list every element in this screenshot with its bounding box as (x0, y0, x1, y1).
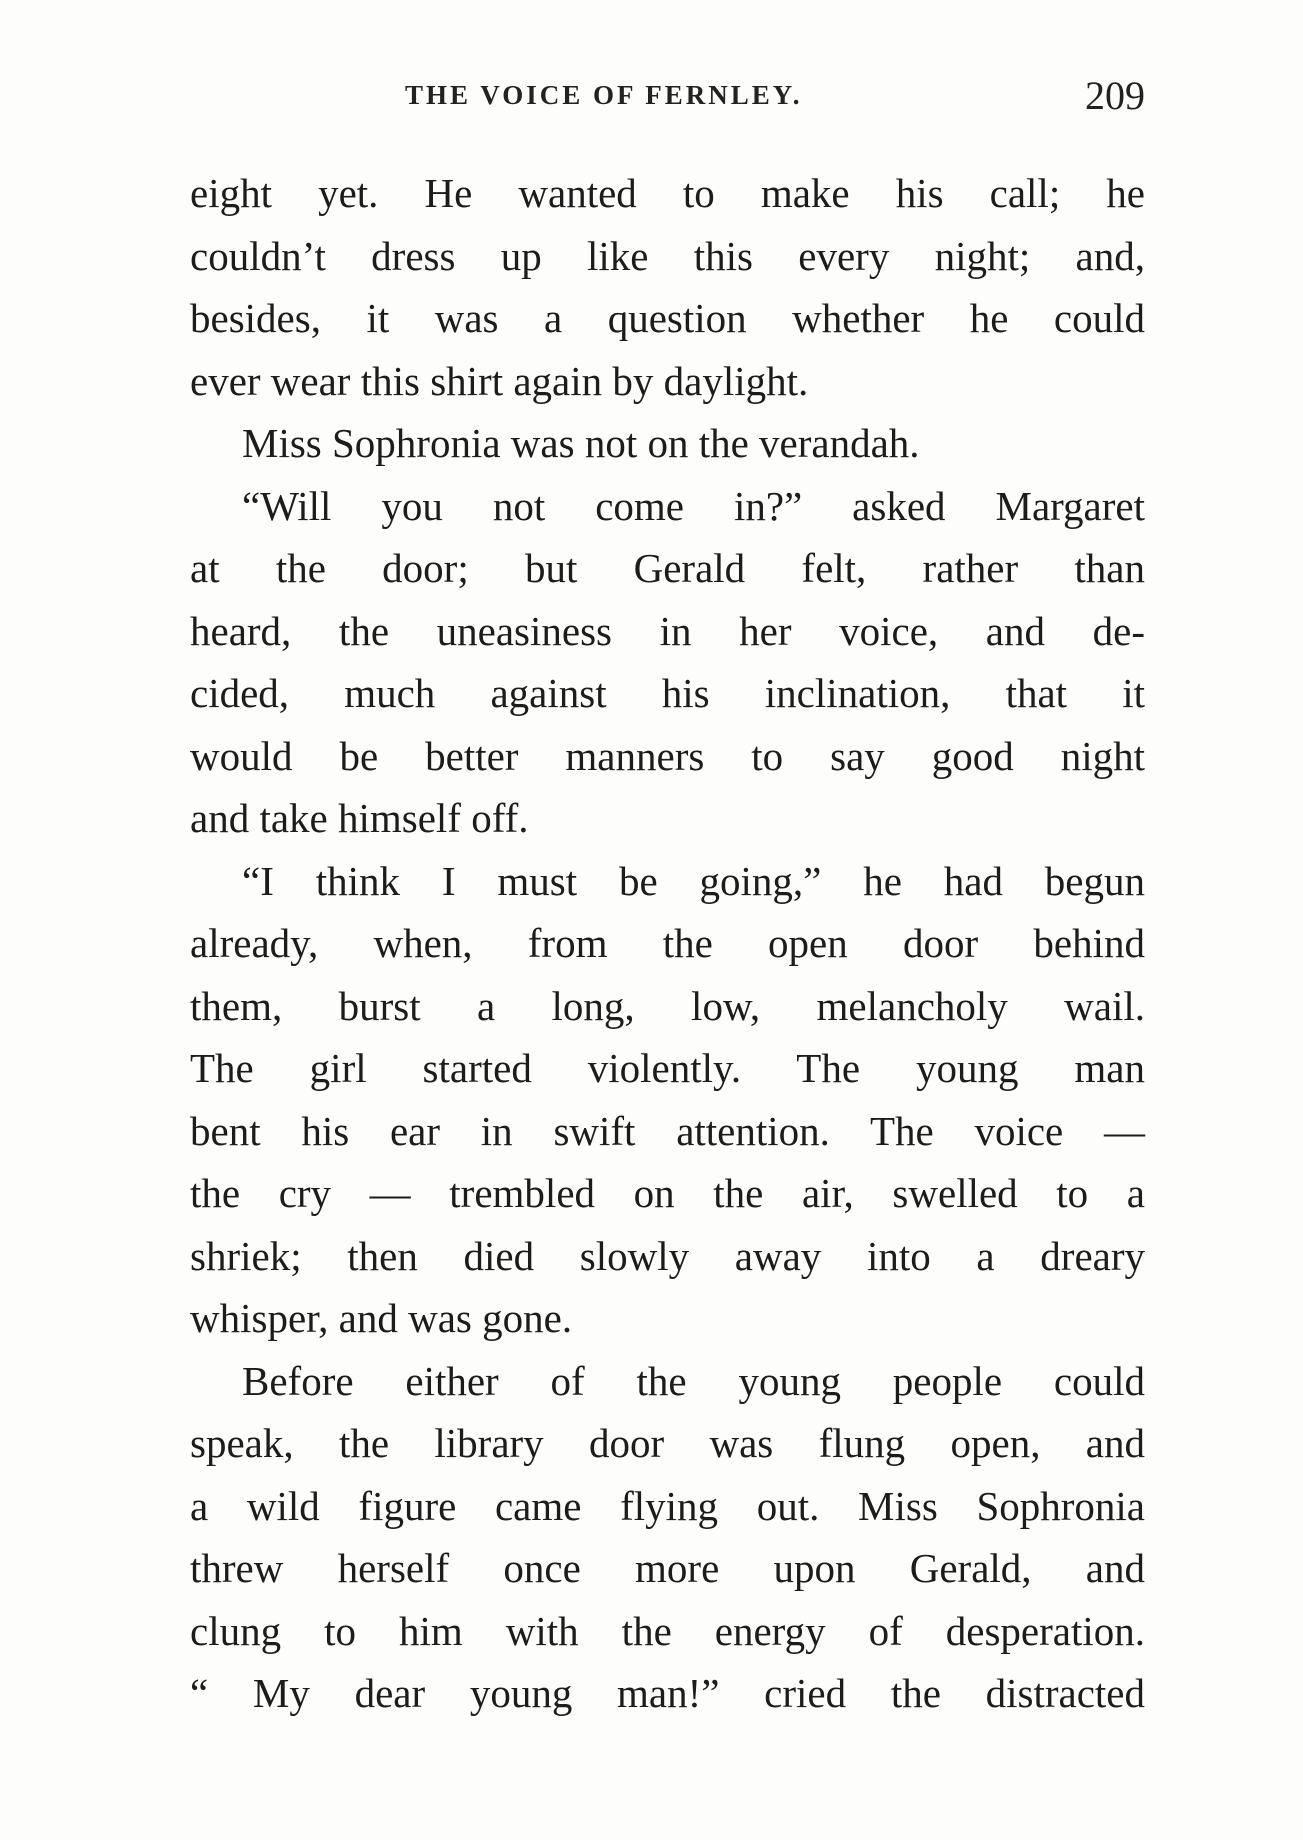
text-line: at the door; but Gerald felt, rather than (190, 545, 1145, 591)
text-line: ever wear this shirt again by daylight. (190, 357, 809, 404)
text-line: threw herself once more upon Gerald, and (190, 1545, 1145, 1591)
text-line: heard, the uneasiness in her voice, and de- (190, 607, 1145, 654)
text-line: “Will you not come in?” asked Margaret (242, 482, 1145, 529)
text-line: besides, it was a question whether he could (190, 295, 1145, 341)
page-number: 209 (1085, 73, 1145, 118)
text-line: the cry — trembled on the air, swelled to a (190, 1170, 1145, 1216)
text-line: The girl started violently. The young man (190, 1045, 1145, 1091)
text-line: couldn’t dress up like this every night; and, (190, 232, 1145, 279)
text-line: clung to him with the energy of desperation. (190, 1607, 1145, 1654)
text-line: shriek; then died slowly away into a dreary (190, 1232, 1145, 1279)
text-line: “ My dear young man!” cried the distracted (190, 1670, 1145, 1716)
text-line: Before either of the young people could (242, 1357, 1145, 1404)
text-line: already, when, from the open door behind (190, 920, 1145, 966)
text-line: would be better manners to say good night (190, 732, 1145, 779)
text-line: “I think I must be going,” he had begun (242, 857, 1145, 904)
text-line: and take himself off. (190, 795, 529, 841)
text-line: cided, much against his inclination, that it (190, 670, 1145, 716)
text-line: bent his ear in swift attention. The voice — (190, 1107, 1145, 1154)
text-line: eight yet. He wanted to make his call; he (190, 170, 1145, 216)
text-line: them, burst a long, low, melancholy wail. (190, 982, 1145, 1029)
text-line: Miss Sophronia was not on the verandah. (242, 420, 920, 466)
text-line: a wild figure came flying out. Miss Sophronia (190, 1482, 1145, 1529)
text-line: whisper, and was gone. (190, 1295, 573, 1341)
running-title: THE VOICE OF FERNLEY. (405, 80, 803, 110)
running-head (190, 72, 1145, 122)
body-text (190, 162, 1145, 1725)
text-line: speak, the library door was flung open, and (190, 1420, 1145, 1466)
